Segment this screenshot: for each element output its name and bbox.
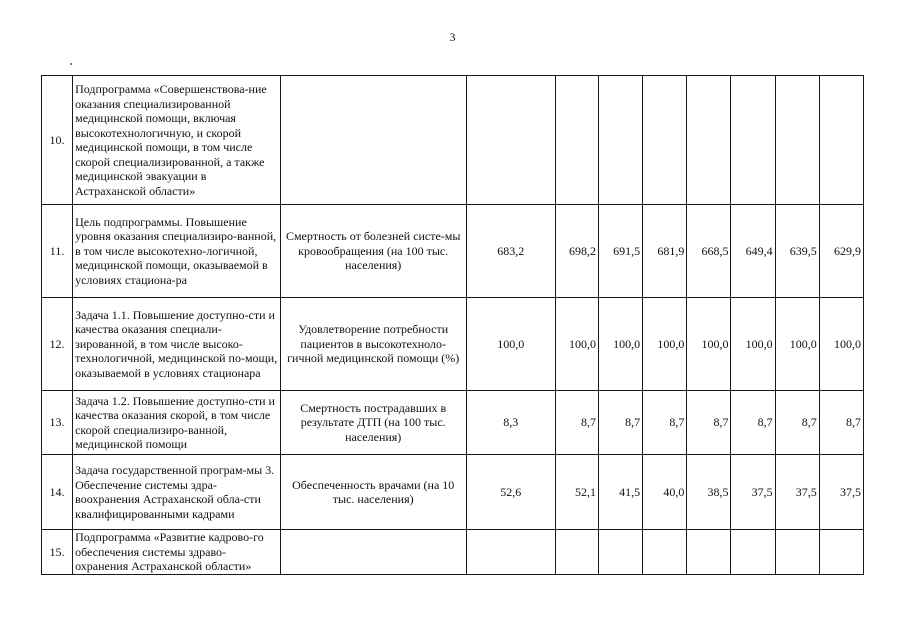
row-value: 681,9	[643, 205, 687, 298]
row-indicator	[280, 76, 466, 205]
row-indicator	[280, 530, 466, 575]
row-value	[555, 530, 598, 575]
row-value: 52,1	[555, 455, 598, 530]
row-name: Цель подпрограммы. Повышение уровня оказания специализиро-ванной, в том числе высокотехно-логичной, медицинской помощи, оказываемой в условиях стациона-ра	[73, 205, 281, 298]
row-value: 40,0	[643, 455, 687, 530]
row-value: 100,0	[731, 298, 775, 391]
row-value: 100,0	[819, 298, 863, 391]
row-value: 8,7	[731, 391, 775, 455]
row-value: 41,5	[599, 455, 643, 530]
row-value: 38,5	[687, 455, 731, 530]
row-indicator: Удовлетворение потребности пациентов в высокотехноло-гичной медицинской помощи (%)	[280, 298, 466, 391]
row-value	[687, 76, 731, 205]
row-value	[775, 530, 819, 575]
row-value: 100,0	[466, 298, 555, 391]
row-number: 15.	[42, 530, 73, 575]
row-value	[643, 530, 687, 575]
row-value	[555, 76, 598, 205]
table-row	[42, 298, 864, 391]
row-value	[819, 76, 863, 205]
row-value	[466, 530, 555, 575]
row-value: 52,6	[466, 455, 555, 530]
row-name: Подпрограмма «Совершенствова-ние оказания специализированной медицинской помощи, включая высокотехнологичную, и скорой медицинской помощи, в том числе скорой специализированной, а также медицинской эвакуации в Астраханской области»	[73, 76, 281, 205]
row-indicator: Смертность пострадавших в результате ДТП (на 100 тыс. населения)	[280, 391, 466, 455]
row-value	[599, 76, 643, 205]
row-value: 37,5	[819, 455, 863, 530]
row-value: 8,7	[643, 391, 687, 455]
row-value: 8,7	[775, 391, 819, 455]
row-value: 8,7	[555, 391, 598, 455]
row-value: 649,4	[731, 205, 775, 298]
row-indicator: Обеспеченность врачами (на 10 тыс. населения)	[280, 455, 466, 530]
row-name: Подпрограмма «Развитие кадрово-го обеспечения системы здраво-охранения Астраханской области»	[73, 530, 281, 575]
table-row	[42, 530, 864, 575]
row-value: 37,5	[775, 455, 819, 530]
row-value: 668,5	[687, 205, 731, 298]
row-value	[731, 76, 775, 205]
row-number: 10.	[42, 76, 73, 205]
row-name: Задача государственной програм-мы 3. Обеспечение системы здра-воохранения Астраханской обла-сти квалифицированными кадрами	[73, 455, 281, 530]
row-value	[643, 76, 687, 205]
row-value	[466, 76, 555, 205]
indicators-table	[41, 75, 864, 575]
row-value: 100,0	[599, 298, 643, 391]
row-value	[731, 530, 775, 575]
row-value: 100,0	[555, 298, 598, 391]
table-row	[42, 455, 864, 530]
row-value: 8,7	[687, 391, 731, 455]
page-number: 3	[449, 30, 456, 44]
row-number: 14.	[42, 455, 73, 530]
table-row	[42, 391, 864, 455]
row-value: 100,0	[687, 298, 731, 391]
row-indicator: Смертность от болезней систе-мы кровообращения (на 100 тыс. населения)	[280, 205, 466, 298]
row-value	[775, 76, 819, 205]
row-value: 683,2	[466, 205, 555, 298]
row-value: 691,5	[599, 205, 643, 298]
table-row	[42, 76, 864, 205]
scan-speck	[70, 63, 72, 65]
table-row	[42, 205, 864, 298]
row-value	[819, 530, 863, 575]
row-value: 8,7	[599, 391, 643, 455]
row-name: Задача 1.2. Повышение доступно-сти и качества оказания скорой, в том числе скорой специализиро-ванной, медицинской помощи	[73, 391, 281, 455]
row-value: 698,2	[555, 205, 598, 298]
row-number: 11.	[42, 205, 73, 298]
row-value: 639,5	[775, 205, 819, 298]
row-value	[687, 530, 731, 575]
row-number: 12.	[42, 298, 73, 391]
row-value	[599, 530, 643, 575]
row-value: 100,0	[775, 298, 819, 391]
row-value: 629,9	[819, 205, 863, 298]
row-value: 8,3	[466, 391, 555, 455]
row-value: 8,7	[819, 391, 863, 455]
row-value: 100,0	[643, 298, 687, 391]
row-number: 13.	[42, 391, 73, 455]
row-value: 37,5	[731, 455, 775, 530]
row-name: Задача 1.1. Повышение доступно-сти и качества оказания специали-зированной, в том числе высоко-технологичной, медицинской по-мощи, оказываемой в условиях стационара	[73, 298, 281, 391]
